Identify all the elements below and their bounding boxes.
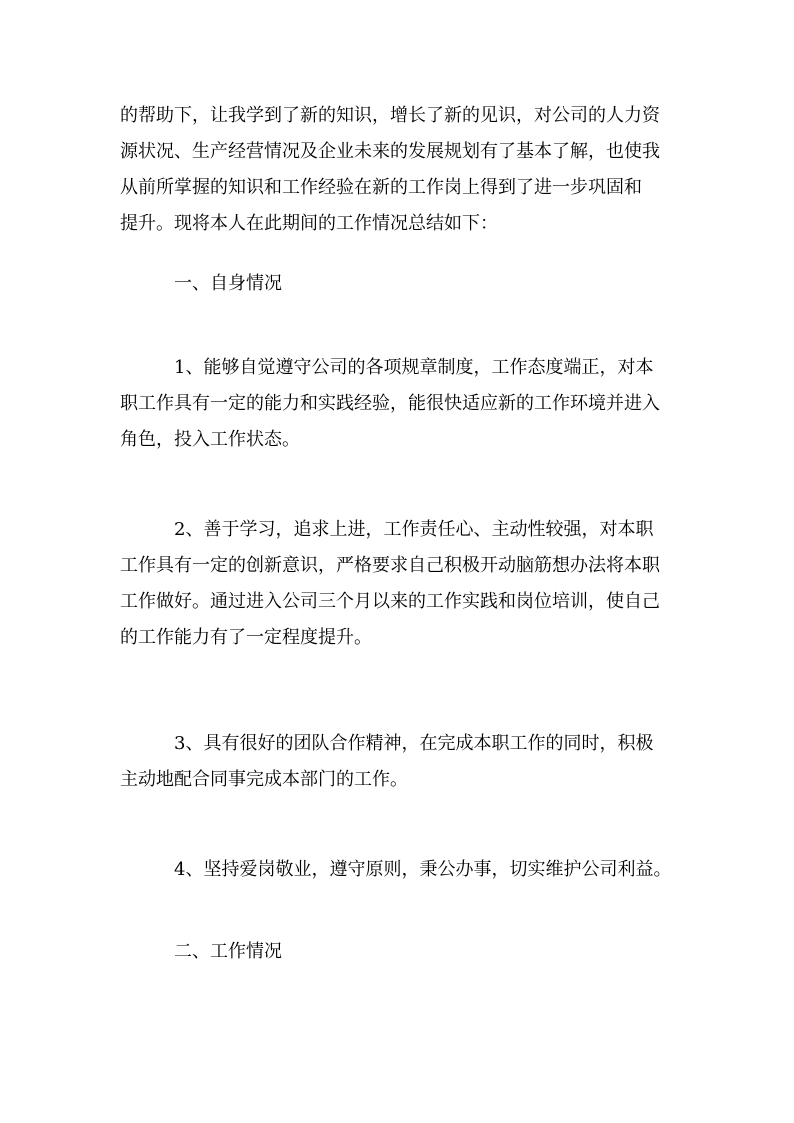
section-heading-2: 二、工作情况 <box>174 941 282 962</box>
item-1-line-1: 1、能够自觉遵守公司的各项规章制度，工作态度端正，对本 <box>174 357 654 378</box>
section-heading-1: 一、自身情况 <box>174 273 282 294</box>
item-3-line-1: 3、具有很好的团队合作精神，在完成本职工作的同时，积极 <box>174 733 654 754</box>
intro-line-3: 从前所掌握的知识和工作经验在新的工作岗上得到了进一步巩固和 <box>120 177 642 198</box>
item-2-line-2: 工作具有一定的创新意识，严格要求自己积极开动脑筋想办法将本职 <box>120 555 660 576</box>
intro-line-1: 的帮助下，让我学到了新的知识，增长了新的见识，对公司的人力资 <box>120 105 660 126</box>
item-4-line-1: 4、坚持爱岗敬业，遵守原则，秉公办事，切实维护公司利益。 <box>174 859 672 880</box>
item-1-line-3: 角色，投入工作状态。 <box>120 429 300 450</box>
intro-line-4: 提升。现将本人在此期间的工作情况总结如下： <box>120 213 498 234</box>
item-2-line-3: 工作做好。通过进入公司三个月以来的工作实践和岗位培训，使自己 <box>120 591 660 612</box>
item-3-line-2: 主动地配合同事完成本部门的工作。 <box>120 769 408 790</box>
item-2-line-1: 2、善于学习，追求上进，工作责任心、主动性较强，对本职 <box>174 519 654 540</box>
item-1-line-2: 职工作具有一定的能力和实践经验，能很快适应新的工作环境并进入 <box>120 393 660 414</box>
item-2-line-4: 的工作能力有了一定程度提升。 <box>120 627 372 648</box>
intro-line-2: 源状况、生产经营情况及企业未来的发展规划有了基本了解，也使我 <box>120 141 660 162</box>
